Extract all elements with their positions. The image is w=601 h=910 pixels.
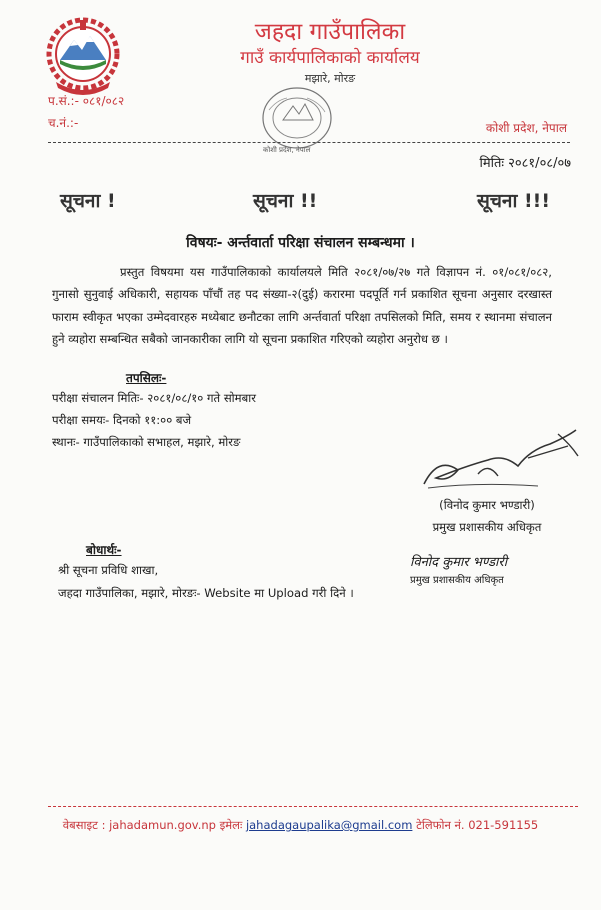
office-address: मझारे, मोरङ bbox=[304, 72, 356, 85]
footer-email-label: इमेलः bbox=[219, 818, 243, 832]
exam-time-line: परीक्षा समयः- दिनको ११:०० बजे bbox=[52, 413, 192, 427]
letter-number: प.सं.:- ०८१/०८२ bbox=[48, 94, 125, 108]
exam-date-line: परीक्षा संचालन मितिः- २०८१/०८/१० गते सोमबार bbox=[52, 391, 256, 405]
nepal-emblem-logo bbox=[44, 14, 122, 96]
footer-phone: टेलिफोन नं. 021-591155 bbox=[416, 818, 539, 832]
title-stamp: प्रमुख प्रशासकीय अधिकृत bbox=[410, 575, 504, 586]
subject-line: विषयः- अर्न्तवार्ता परिक्षा संचालन सम्बन्धमा । bbox=[186, 235, 415, 251]
exam-venue-line: स्थानः- गाउँपालिकाको सभाहल, मझारे, मोरङ bbox=[52, 435, 241, 449]
document-date: मितिः २०८१/०८/०७ bbox=[479, 156, 571, 171]
footer-divider bbox=[48, 806, 578, 807]
header-divider bbox=[48, 142, 570, 143]
details-heading: तपसिलः- bbox=[126, 371, 167, 385]
info-recipient: श्री सूचना प्रविधि शाखा, bbox=[58, 563, 159, 577]
footer-website[interactable]: वेबसाइट : jahadamun.gov.np bbox=[62, 818, 216, 832]
handwritten-signature bbox=[418, 426, 588, 496]
organization-name: जहदा गाउँपालिका bbox=[254, 19, 406, 45]
notice-body: प्रस्तुत विषयमा यस गाउँपालिकाको कार्यालयले मिति २०८१/०७/२७ गते विज्ञापन नं. ०१/०८१/०८२, गुनासो सुनुवाई अधिकारी, सहायक पाँचौं तह पद संख्या-२(दुई) करारमा पदपूर्ति गर्न प्रकाशित सूचना अनुसार दरखास्त फाराम स्वीकृत भएका उम्मेदवारहरु मध्येबाट छनौटका लागि अर्न्तवार्ता परिक्षा तपसिलको मिति, समय र स्थानमा संचालन हुने व्यहोरा सम्बन्धित सबैको जानकारीका लागि यो सूचना प्रकाशित गरिएको व्यहोरा अनुरोध छ । bbox=[52, 265, 552, 347]
name-stamp: विनोद कुमार भण्डारी bbox=[410, 555, 508, 570]
signatory-title: प्रमुख प्रशासकीय अधिकृत bbox=[432, 520, 542, 534]
signatory-name: (विनोद कुमार भण्डारी) bbox=[439, 498, 535, 512]
province-label: कोशी प्रदेश, नेपाल bbox=[485, 121, 567, 135]
notice-heading-3: सूचना !!! bbox=[477, 190, 550, 212]
footer-email[interactable]: jahadagaupalika@gmail.com bbox=[245, 818, 413, 832]
info-heading: बोधार्थः- bbox=[86, 543, 122, 557]
dispatch-number: च.नं.:- bbox=[48, 116, 79, 130]
office-name: गाउँ कार्यपालिकाको कार्यालय bbox=[240, 48, 420, 68]
footer-contact bbox=[0, 818, 601, 833]
stamp-text: कोशी प्रदेश, नेपाल bbox=[263, 146, 311, 154]
notice-heading-2: सूचना !! bbox=[253, 190, 318, 212]
info-instruction: जहदा गाउँपालिका, मझारे, मोरङः- Website मा Upload गरी दिने । bbox=[58, 586, 354, 600]
notice-heading-1: सूचना ! bbox=[60, 190, 116, 212]
